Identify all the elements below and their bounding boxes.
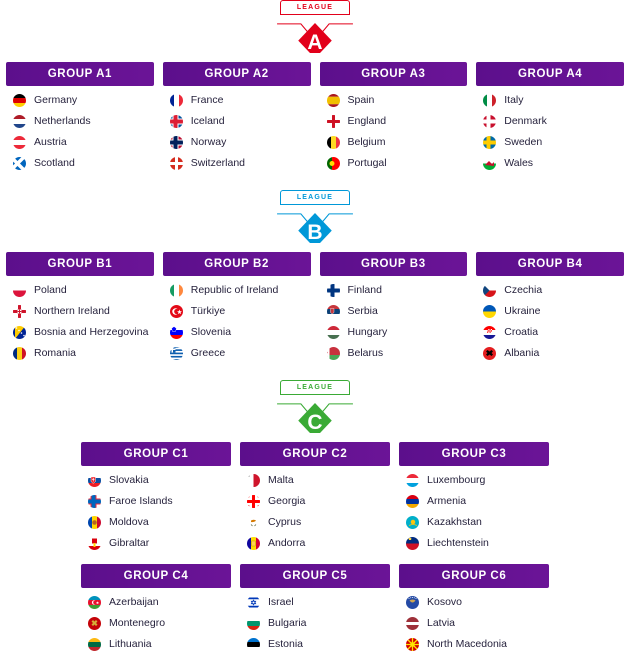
flag-icon bbox=[246, 637, 261, 652]
flag-icon bbox=[169, 283, 184, 298]
team-name: Switzerland bbox=[190, 157, 246, 169]
group-title: GROUP C2 bbox=[240, 442, 390, 466]
flag-icon bbox=[169, 304, 184, 319]
list-item[interactable] bbox=[320, 111, 468, 132]
team-list bbox=[81, 466, 231, 554]
team-name: Ukraine bbox=[504, 305, 541, 317]
flag-icon bbox=[326, 135, 341, 150]
spacer bbox=[0, 174, 630, 190]
team-name: Sweden bbox=[504, 136, 543, 148]
team-name: Wales bbox=[504, 157, 534, 169]
flag-icon bbox=[87, 637, 102, 652]
list-item[interactable] bbox=[163, 153, 311, 174]
list-item[interactable] bbox=[320, 301, 468, 322]
team-name: Faroe Islands bbox=[109, 495, 173, 507]
team-name: France bbox=[190, 94, 224, 106]
flag-icon bbox=[482, 114, 497, 129]
group-title: GROUP B1 bbox=[6, 252, 154, 276]
flag-icon bbox=[326, 283, 341, 298]
group-title: GROUP A3 bbox=[320, 62, 468, 86]
list-item[interactable] bbox=[6, 280, 154, 301]
group-card bbox=[399, 564, 549, 655]
team-name: Norway bbox=[190, 136, 227, 148]
list-item[interactable] bbox=[6, 90, 154, 111]
flag-icon bbox=[405, 494, 420, 509]
groups-row bbox=[0, 62, 630, 174]
team-name: Moldova bbox=[109, 516, 149, 528]
list-item[interactable] bbox=[320, 343, 468, 364]
list-item[interactable] bbox=[320, 322, 468, 343]
list-item[interactable] bbox=[399, 512, 549, 533]
group-title: GROUP A1 bbox=[6, 62, 154, 86]
group-card bbox=[240, 564, 390, 655]
team-name: Albania bbox=[504, 347, 540, 359]
flag-icon bbox=[482, 346, 497, 361]
league-letter: C bbox=[307, 411, 323, 434]
list-item[interactable] bbox=[399, 592, 549, 613]
flag-icon bbox=[405, 473, 420, 488]
team-name: Slovenia bbox=[190, 326, 232, 338]
list-item[interactable] bbox=[6, 301, 154, 322]
team-name: Serbia bbox=[347, 305, 378, 317]
list-item[interactable] bbox=[81, 512, 231, 533]
list-item[interactable] bbox=[163, 111, 311, 132]
team-list bbox=[476, 86, 624, 174]
group-title: GROUP C4 bbox=[81, 564, 231, 588]
team-name: Belgium bbox=[347, 136, 386, 148]
group-card bbox=[399, 442, 549, 554]
list-item[interactable] bbox=[320, 153, 468, 174]
list-item[interactable] bbox=[163, 90, 311, 111]
team-name: Malta bbox=[268, 474, 294, 486]
flag-icon bbox=[12, 114, 27, 129]
flag-icon bbox=[482, 283, 497, 298]
list-item[interactable] bbox=[81, 613, 231, 634]
flag-icon bbox=[405, 595, 420, 610]
team-name: Netherlands bbox=[34, 115, 91, 127]
group-card bbox=[81, 442, 231, 554]
list-item[interactable] bbox=[320, 132, 468, 153]
team-name: Finland bbox=[347, 284, 382, 296]
list-item[interactable] bbox=[476, 111, 624, 132]
group-title: GROUP C1 bbox=[81, 442, 231, 466]
team-list bbox=[240, 588, 390, 655]
team-name: Greece bbox=[190, 347, 226, 359]
team-list bbox=[6, 86, 154, 174]
league-badge-c bbox=[0, 380, 630, 442]
league-badge-a bbox=[0, 0, 630, 62]
list-item[interactable] bbox=[399, 470, 549, 491]
list-item[interactable] bbox=[399, 613, 549, 634]
flag-icon bbox=[12, 156, 27, 171]
team-name: Croatia bbox=[504, 326, 539, 338]
league-ribbon-label: LEAGUE bbox=[280, 0, 350, 15]
league-badge-b bbox=[0, 190, 630, 252]
list-item[interactable] bbox=[240, 470, 390, 491]
group-card bbox=[81, 564, 231, 655]
group-card bbox=[6, 62, 154, 174]
team-list bbox=[81, 588, 231, 655]
team-name: Northern Ireland bbox=[34, 305, 110, 317]
team-name: Bulgaria bbox=[268, 617, 307, 629]
team-list bbox=[163, 276, 311, 364]
team-name: Austria bbox=[34, 136, 67, 148]
team-name: England bbox=[347, 115, 387, 127]
list-item[interactable] bbox=[163, 322, 311, 343]
team-list bbox=[320, 86, 468, 174]
team-name: Hungary bbox=[347, 326, 388, 338]
group-title: GROUP A4 bbox=[476, 62, 624, 86]
team-name: Italy bbox=[504, 94, 524, 106]
team-name: Cyprus bbox=[268, 516, 302, 528]
team-name: Gibraltar bbox=[109, 537, 150, 549]
list-item[interactable] bbox=[163, 132, 311, 153]
team-name: North Macedonia bbox=[427, 638, 507, 650]
flag-icon bbox=[169, 156, 184, 171]
group-card bbox=[240, 442, 390, 554]
list-item[interactable] bbox=[240, 533, 390, 554]
flag-icon bbox=[326, 325, 341, 340]
spacer bbox=[0, 554, 630, 564]
flag-icon bbox=[246, 494, 261, 509]
list-item[interactable] bbox=[81, 533, 231, 554]
team-list bbox=[399, 588, 549, 655]
list-item[interactable] bbox=[6, 322, 154, 343]
team-name: Iceland bbox=[190, 115, 225, 127]
team-name: Lithuania bbox=[109, 638, 152, 650]
group-title: GROUP C5 bbox=[240, 564, 390, 588]
flag-icon bbox=[326, 346, 341, 361]
group-card bbox=[163, 252, 311, 364]
group-card bbox=[6, 252, 154, 364]
flag-icon bbox=[12, 283, 27, 298]
team-name: Spain bbox=[347, 94, 375, 106]
list-item[interactable] bbox=[476, 132, 624, 153]
list-item[interactable] bbox=[399, 491, 549, 512]
team-name: Armenia bbox=[427, 495, 467, 507]
list-item[interactable] bbox=[320, 90, 468, 111]
list-item[interactable] bbox=[476, 301, 624, 322]
group-title: GROUP B2 bbox=[163, 252, 311, 276]
flag-icon bbox=[326, 93, 341, 108]
team-name: Portugal bbox=[347, 157, 387, 169]
flag-icon bbox=[87, 515, 102, 530]
team-list bbox=[399, 466, 549, 554]
team-name: Israel bbox=[268, 596, 294, 608]
group-title: GROUP C3 bbox=[399, 442, 549, 466]
team-name: Scotland bbox=[34, 157, 75, 169]
list-item[interactable] bbox=[399, 533, 549, 554]
flag-icon bbox=[12, 135, 27, 150]
group-card bbox=[476, 252, 624, 364]
flag-icon bbox=[87, 595, 102, 610]
team-name: Azerbaijan bbox=[109, 596, 159, 608]
list-item[interactable] bbox=[476, 90, 624, 111]
league-ribbon-label: LEAGUE bbox=[280, 190, 350, 205]
flag-icon bbox=[326, 304, 341, 319]
list-item[interactable] bbox=[476, 280, 624, 301]
team-name: Andorra bbox=[268, 537, 306, 549]
groups-row bbox=[0, 442, 630, 554]
team-name: Poland bbox=[34, 284, 67, 296]
flag-icon bbox=[482, 325, 497, 340]
list-item[interactable] bbox=[81, 470, 231, 491]
team-list bbox=[6, 276, 154, 364]
flag-icon bbox=[482, 135, 497, 150]
team-name: Belarus bbox=[347, 347, 384, 359]
league-letter: A bbox=[307, 31, 323, 54]
flag-icon bbox=[246, 515, 261, 530]
group-card bbox=[320, 252, 468, 364]
spacer bbox=[0, 655, 630, 671]
team-name: Latvia bbox=[427, 617, 456, 629]
list-item[interactable] bbox=[476, 343, 624, 364]
list-item[interactable] bbox=[163, 343, 311, 364]
flag-icon bbox=[169, 114, 184, 129]
list-item[interactable] bbox=[6, 111, 154, 132]
list-item[interactable] bbox=[476, 153, 624, 174]
team-list bbox=[476, 276, 624, 364]
list-item[interactable] bbox=[81, 634, 231, 655]
list-item[interactable] bbox=[399, 634, 549, 655]
list-item[interactable] bbox=[163, 301, 311, 322]
team-name: Georgia bbox=[268, 495, 306, 507]
list-item[interactable] bbox=[81, 592, 231, 613]
team-name: Czechia bbox=[504, 284, 543, 296]
league-ribbon-label: LEAGUE bbox=[280, 380, 350, 395]
league-letter: B bbox=[307, 221, 323, 244]
group-title: GROUP C6 bbox=[399, 564, 549, 588]
flag-icon bbox=[12, 325, 27, 340]
list-item[interactable] bbox=[476, 322, 624, 343]
team-name: Liechtenstein bbox=[427, 537, 489, 549]
team-name: Montenegro bbox=[109, 617, 166, 629]
flag-icon bbox=[87, 536, 102, 551]
flag-icon bbox=[169, 135, 184, 150]
list-item[interactable] bbox=[81, 491, 231, 512]
group-title: GROUP B3 bbox=[320, 252, 468, 276]
team-name: Kazakhstan bbox=[427, 516, 482, 528]
groups-row bbox=[0, 564, 630, 655]
flag-icon bbox=[87, 473, 102, 488]
spacer bbox=[0, 364, 630, 380]
group-card bbox=[476, 62, 624, 174]
flag-icon bbox=[12, 93, 27, 108]
list-item[interactable] bbox=[6, 343, 154, 364]
flag-icon bbox=[12, 304, 27, 319]
flag-icon bbox=[246, 595, 261, 610]
group-card bbox=[163, 62, 311, 174]
flag-icon bbox=[87, 616, 102, 631]
list-item[interactable] bbox=[240, 634, 390, 655]
flag-icon bbox=[169, 93, 184, 108]
list-item[interactable] bbox=[240, 491, 390, 512]
flag-icon bbox=[12, 346, 27, 361]
list-item[interactable] bbox=[6, 153, 154, 174]
team-list bbox=[163, 86, 311, 174]
flag-icon bbox=[482, 304, 497, 319]
team-list bbox=[320, 276, 468, 364]
team-name: Bosnia and Herzegovina bbox=[34, 326, 149, 338]
list-item[interactable] bbox=[240, 592, 390, 613]
flag-icon bbox=[405, 536, 420, 551]
flag-icon bbox=[169, 346, 184, 361]
team-name: Slovakia bbox=[109, 474, 149, 486]
team-name: Estonia bbox=[268, 638, 304, 650]
team-name: Romania bbox=[34, 347, 77, 359]
team-name: Republic of Ireland bbox=[190, 284, 279, 296]
flag-icon bbox=[326, 114, 341, 129]
flag-icon bbox=[326, 156, 341, 171]
flag-icon bbox=[169, 325, 184, 340]
group-card bbox=[320, 62, 468, 174]
group-title: GROUP B4 bbox=[476, 252, 624, 276]
team-name: Türkiye bbox=[190, 305, 226, 317]
flag-icon bbox=[482, 93, 497, 108]
team-name: Germany bbox=[34, 94, 78, 106]
flag-icon bbox=[482, 156, 497, 171]
flag-icon bbox=[246, 536, 261, 551]
flag-icon bbox=[405, 616, 420, 631]
flag-icon bbox=[87, 494, 102, 509]
list-item[interactable] bbox=[6, 132, 154, 153]
flag-icon bbox=[246, 616, 261, 631]
list-item[interactable] bbox=[240, 512, 390, 533]
groups-row bbox=[0, 252, 630, 364]
flag-icon bbox=[405, 515, 420, 530]
team-name: Kosovo bbox=[427, 596, 463, 608]
team-name: Denmark bbox=[504, 115, 547, 127]
flag-icon bbox=[405, 637, 420, 652]
list-item[interactable] bbox=[240, 613, 390, 634]
list-item[interactable] bbox=[163, 280, 311, 301]
list-item[interactable] bbox=[320, 280, 468, 301]
flag-icon bbox=[246, 473, 261, 488]
team-name: Luxembourg bbox=[427, 474, 486, 486]
team-list bbox=[240, 466, 390, 554]
group-title: GROUP A2 bbox=[163, 62, 311, 86]
